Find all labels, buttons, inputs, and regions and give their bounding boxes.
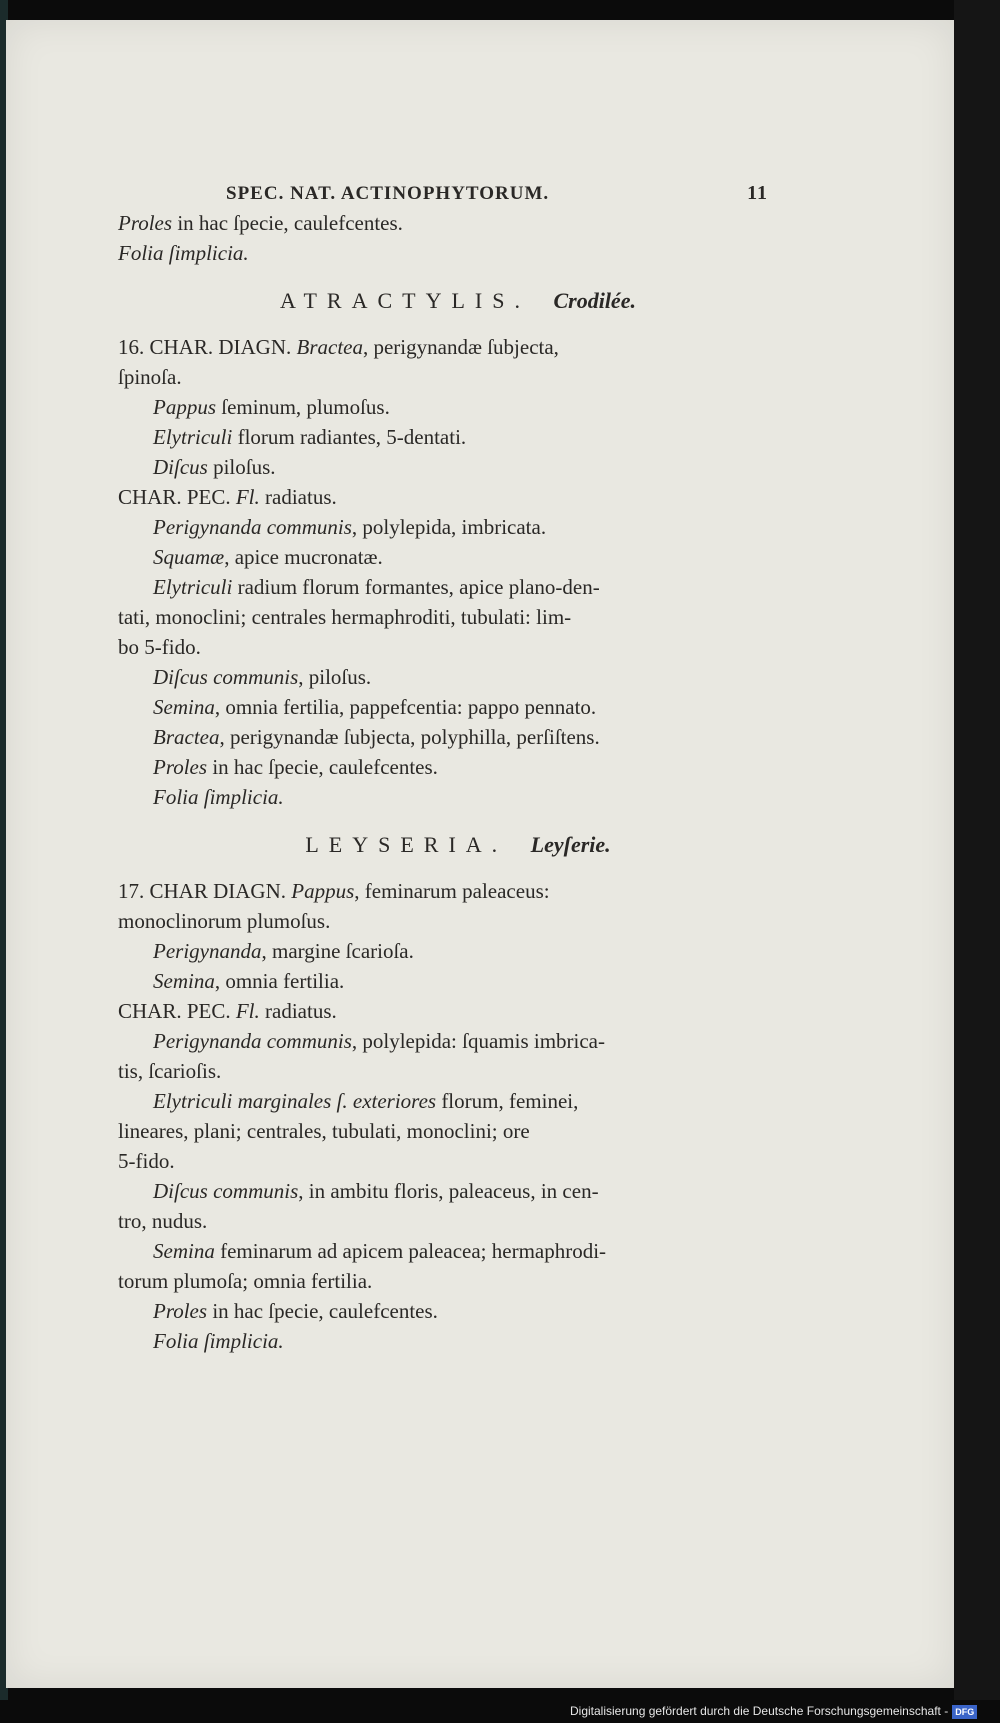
italic-term: Proles <box>153 755 208 779</box>
italic-term: Fl. <box>235 999 260 1023</box>
text-line <box>118 482 768 512</box>
text-line <box>118 692 768 722</box>
line-text: tro, nudus. <box>118 1209 208 1233</box>
line-text: , omnia fertilia. <box>214 969 345 993</box>
page-number: 11 <box>747 182 768 204</box>
page-text <box>118 178 768 1356</box>
line-text: , perigynandæ ſubjecta, polyphilla, perſiſtens. <box>219 725 600 749</box>
digitization-credit <box>570 1700 1000 1723</box>
line-text: florum radiantes, 5-dentati. <box>232 425 467 449</box>
line-text: radium florum formantes, apice plano-den- <box>232 575 600 599</box>
line-text: , polylepida: ſquamis imbrica- <box>351 1029 605 1053</box>
running-header <box>118 178 768 208</box>
italic-term: Elytriculi <box>153 425 233 449</box>
line-text: , feminarum paleaceus: <box>354 879 550 903</box>
line-text: , margine ſcarioſa. <box>261 939 414 963</box>
text-line <box>118 722 768 752</box>
line-text: florum, feminei, <box>436 1089 579 1113</box>
italic-term: Semina <box>153 695 215 719</box>
line-text: bo 5-fido. <box>118 635 201 659</box>
line-text: tis, ſcarioſis. <box>118 1059 222 1083</box>
italic-term: Proles <box>153 1299 208 1323</box>
italic-term: Pappus <box>291 879 355 903</box>
text-line <box>118 782 768 812</box>
top-lines <box>118 208 768 268</box>
text-line <box>118 996 768 1026</box>
small-caps-label: CHAR DIAGN. <box>149 879 292 903</box>
text-line <box>118 876 768 906</box>
book-page <box>6 20 954 1688</box>
line-text: tati, monoclini; centrales hermaphroditi, tubulati: lim- <box>118 605 572 629</box>
text-line <box>118 238 768 268</box>
italic-term: Fl. <box>235 485 260 509</box>
text-line <box>118 392 768 422</box>
italic-term: Perigynanda <box>153 939 262 963</box>
line-text: feminarum ad apicem paleacea; hermaphrodi- <box>214 1239 607 1263</box>
line-text: monoclinorum plumoſus. <box>118 909 331 933</box>
line-text: in hac ſpecie, caulefcentes. <box>207 1299 438 1323</box>
text-line <box>118 332 768 362</box>
text-line <box>118 966 768 996</box>
italic-term: Diſcus communis <box>153 1179 299 1203</box>
line-text: , in ambitu floris, paleaceus, in cen- <box>298 1179 599 1203</box>
line-text: radiatus. <box>259 999 337 1023</box>
italic-term: Folia ſimplicia. <box>118 241 249 265</box>
text-line <box>118 208 768 238</box>
italic-term: Folia ſimplicia. <box>153 785 284 809</box>
line-text: lineares, plani; centrales, tubulati, monoclini; ore <box>118 1119 530 1143</box>
line-text: radiatus. <box>259 485 337 509</box>
italic-term: Perigynanda communis <box>153 1029 352 1053</box>
italic-term: Diſcus <box>153 455 208 479</box>
section-title-atractylis <box>118 286 768 316</box>
text-line <box>118 1326 768 1356</box>
text-line <box>118 1296 768 1326</box>
italic-term: Diſcus communis <box>153 665 299 689</box>
text-line <box>118 542 768 572</box>
italic-term: Bractea <box>153 725 220 749</box>
line-text: 5-fido. <box>118 1149 175 1173</box>
text-line <box>118 936 768 966</box>
line-number: 16. <box>118 335 150 359</box>
text-line <box>118 752 768 782</box>
vernacular-name: Leyſerie. <box>530 832 611 857</box>
line-text: , piloſus. <box>298 665 372 689</box>
dfg-logo: DFG <box>952 1705 977 1719</box>
line-text: , perigynandæ ſubjecta, <box>362 335 559 359</box>
italic-term: Squamæ <box>153 545 225 569</box>
text-line <box>118 632 768 662</box>
genus-name: LEYSERIA. <box>305 832 508 857</box>
text-line <box>118 1086 768 1116</box>
italic-term: Proles <box>118 211 173 235</box>
genus-name: ATRACTYLIS. <box>280 288 530 313</box>
italic-term: Elytriculi <box>153 575 233 599</box>
line-text: , polylepida, imbricata. <box>351 515 547 539</box>
leyseria-description <box>118 876 768 1356</box>
line-text: , omnia fertilia, pappefcentia: pappo pennato. <box>214 695 597 719</box>
section-title-leyseria <box>118 830 768 860</box>
line-text: ſeminum, plumoſus. <box>216 395 390 419</box>
text-line <box>118 662 768 692</box>
italic-term: Semina <box>153 1239 215 1263</box>
small-caps-label: CHAR. PEC. <box>118 999 236 1023</box>
text-line <box>118 422 768 452</box>
line-text: torum plumoſa; omnia fertilia. <box>118 1269 373 1293</box>
text-line <box>118 1206 768 1236</box>
text-line <box>118 906 768 936</box>
line-text: piloſus. <box>207 455 276 479</box>
text-line <box>118 1116 768 1146</box>
atractylis-description <box>118 332 768 812</box>
text-line <box>118 602 768 632</box>
text-line <box>118 1146 768 1176</box>
running-title: SPEC. NAT. ACTINOPHYTORUM. <box>226 183 550 204</box>
line-text: in hac ſpecie, caulefcentes. <box>172 211 403 235</box>
line-text: in hac ſpecie, caulefcentes. <box>207 755 438 779</box>
text-line <box>118 1056 768 1086</box>
text-line <box>118 362 768 392</box>
italic-term: Bractea <box>296 335 363 359</box>
line-text: , apice mucronatæ. <box>224 545 383 569</box>
small-caps-label: CHAR. DIAGN. <box>149 335 297 359</box>
italic-term: Folia ſimplicia. <box>153 1329 284 1353</box>
text-line <box>118 452 768 482</box>
text-line <box>118 512 768 542</box>
text-line <box>118 1176 768 1206</box>
text-line <box>118 1236 768 1266</box>
line-text: ſpinoſa. <box>118 365 182 389</box>
line-number: 17. <box>118 879 150 903</box>
text-line <box>118 1266 768 1296</box>
small-caps-label: CHAR. PEC. <box>118 485 236 509</box>
italic-term: Elytriculi marginales ſ. exteriores <box>153 1089 437 1113</box>
book-spine <box>954 0 1000 1700</box>
text-line <box>118 572 768 602</box>
credit-text: Digitalisierung gefördert durch die Deutsche Forschungsgemeinschaft - <box>570 1704 949 1718</box>
text-line <box>118 1026 768 1056</box>
italic-term: Semina <box>153 969 215 993</box>
vernacular-name: Crodilée. <box>553 288 636 313</box>
italic-term: Perigynanda communis <box>153 515 352 539</box>
italic-term: Pappus <box>153 395 216 419</box>
